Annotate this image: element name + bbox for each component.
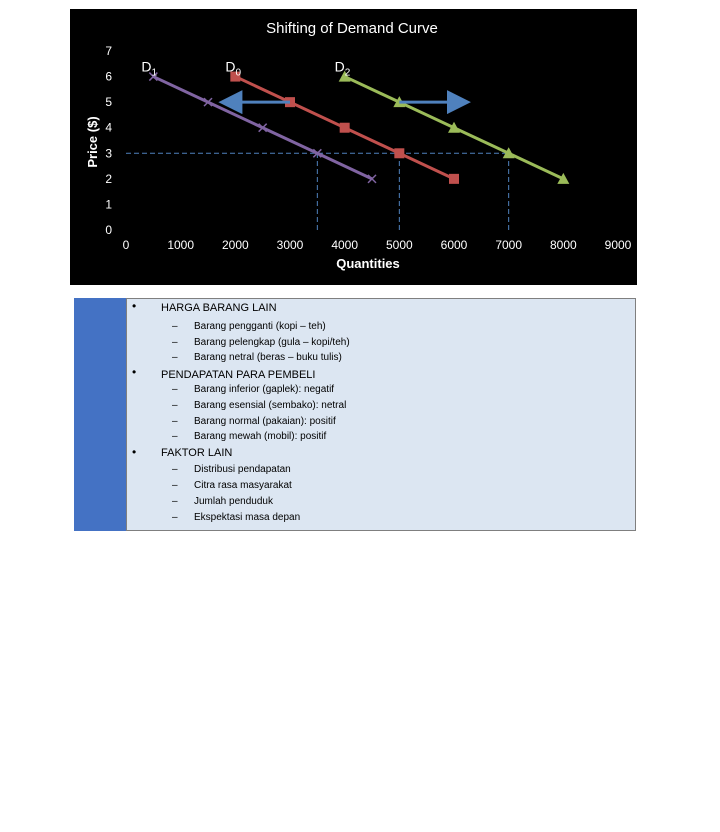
list-item: Ekspektasi masa depan [194, 512, 301, 523]
data-point [394, 148, 404, 158]
dash-icon: – [172, 416, 178, 427]
x-tick-label: 1000 [167, 238, 195, 252]
y-tick-label: 2 [105, 171, 112, 186]
dash-icon: – [172, 352, 178, 363]
y-tick-label: 3 [105, 146, 112, 161]
list-item: Barang pelengkap (gula – kopi/teh) [194, 337, 350, 348]
series-label [141, 59, 157, 79]
series-label-subscript: 1 [151, 67, 158, 79]
demand-chart-svg [70, 9, 637, 285]
dash-icon: – [172, 431, 178, 442]
list-item: Barang pengganti (kopi – teh) [194, 321, 326, 332]
series-label-letter: D [141, 58, 152, 75]
list-item: Barang mewah (mobil): positif [194, 431, 327, 442]
x-tick-label: 8000 [549, 238, 577, 252]
list-item: Distribusi pendapatan [194, 464, 291, 475]
list-item: Barang netral (beras – buku tulis) [194, 352, 342, 363]
dash-icon: – [172, 321, 178, 332]
y-axis-label: Price ($) [85, 116, 100, 168]
x-tick-label: 0 [122, 238, 130, 252]
list-item: Jumlah penduduk [194, 496, 273, 507]
dash-icon: – [172, 384, 178, 395]
dash-icon: – [172, 337, 178, 348]
section-heading: HARGA BARANG LAIN [161, 302, 277, 314]
y-tick-label: 5 [105, 95, 112, 110]
series-label-subscript: 2 [344, 67, 351, 79]
x-tick-label: 9000 [604, 238, 632, 252]
side-title: The Effect of Non-Price to Demand Curve [158, 603, 190, 821]
demand-chart [70, 9, 637, 285]
bullet-icon: • [132, 365, 137, 379]
plot-area [105, 44, 631, 252]
list-item: Barang esensial (sembako): netral [194, 400, 347, 411]
x-tick-label: 4000 [331, 238, 359, 252]
x-tick-label: 7000 [495, 238, 523, 252]
content-box [126, 298, 636, 531]
x-tick-label: 5000 [385, 238, 413, 252]
section-heading: PENDAPATAN PARA PEMBELI [161, 369, 316, 381]
chart-title: Shifting of Demand Curve [266, 20, 438, 37]
list-item: Citra rasa masyarakat [194, 480, 292, 491]
dash-icon: – [172, 464, 178, 475]
bullet-icon: • [132, 299, 137, 313]
section-heading: FAKTOR LAIN [161, 447, 233, 459]
list-item: Barang inferior (gaplek): negatif [194, 384, 335, 395]
dash-icon: – [172, 512, 178, 523]
dash-icon: – [172, 496, 178, 507]
y-tick-label: 4 [105, 120, 112, 135]
x-tick-label: 6000 [440, 238, 468, 252]
series-label-letter: D [334, 58, 345, 75]
data-point [340, 123, 350, 133]
y-tick-label: 6 [105, 69, 112, 84]
x-axis-label: Quantities [336, 256, 400, 271]
side-panel [74, 298, 190, 821]
dash-icon: – [172, 480, 178, 491]
x-tick-label: 3000 [276, 238, 304, 252]
y-tick-label: 0 [105, 223, 112, 237]
y-tick-label: 1 [105, 197, 112, 212]
series-label-letter: D [225, 58, 236, 75]
data-point [449, 174, 459, 184]
bullet-icon: • [132, 445, 137, 459]
x-tick-label: 2000 [221, 238, 249, 252]
y-tick-label: 7 [105, 44, 112, 58]
series-label-subscript: 0 [235, 67, 242, 79]
list-item: Barang normal (pakaian): positif [194, 416, 336, 427]
dash-icon: – [172, 400, 178, 411]
